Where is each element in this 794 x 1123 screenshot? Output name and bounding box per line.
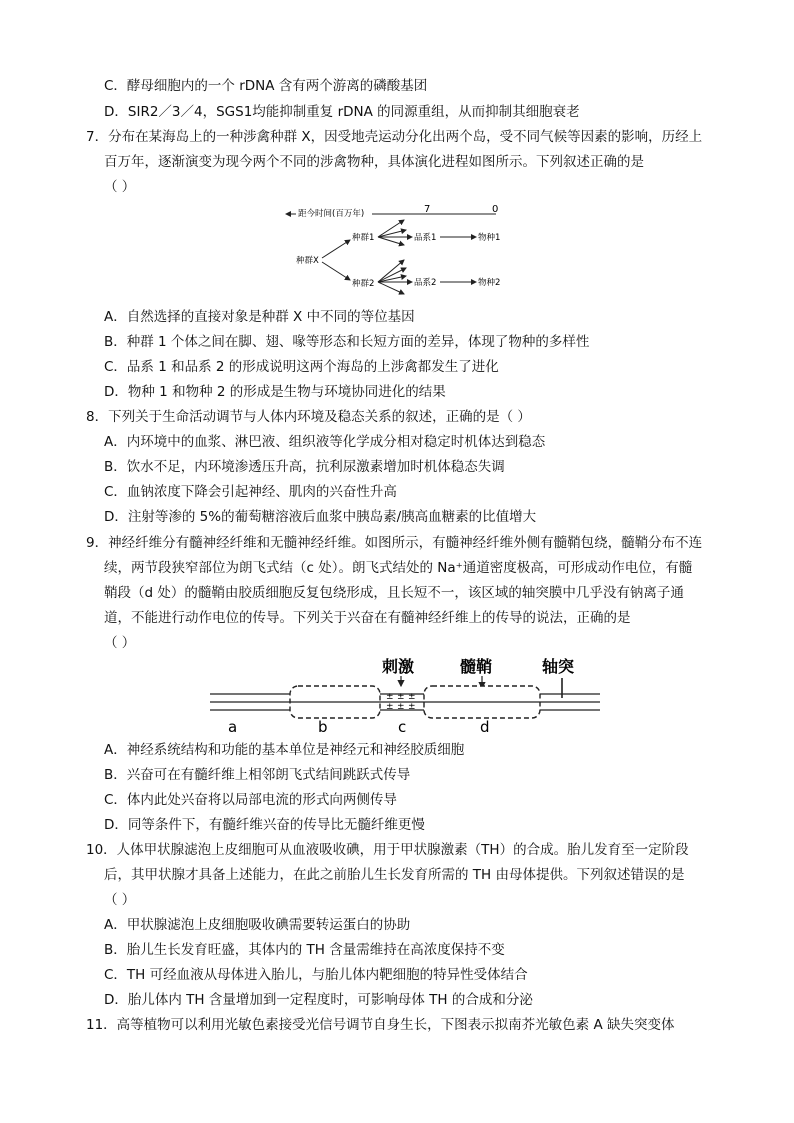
svg-text:±: ± bbox=[386, 702, 394, 712]
tick-0: 0 bbox=[492, 204, 499, 215]
q8-option-c: C．血钠浓度下降会引起神经、肌肉的兴奋性升高 bbox=[104, 484, 397, 500]
svg-text:±: ± bbox=[408, 702, 416, 712]
question-9-stem-3: 鞘段（d 处）的髓鞘由胶质细胞反复包绕形成，且长短不一，该区域的轴突膜中几乎没有钠离子通 bbox=[104, 585, 684, 601]
region-b-label: b bbox=[318, 718, 328, 736]
svg-text:±: ± bbox=[397, 702, 405, 712]
q9-option-b: B．兴奋可在有髓纤维上相邻朗飞式结间跳跃式传导 bbox=[104, 767, 411, 783]
species-1-label: 物种1 bbox=[478, 233, 501, 243]
region-d-label: d bbox=[480, 718, 490, 736]
myelin-label: 髓鞘 bbox=[460, 657, 493, 676]
q7-option-a: A．自然选择的直接对象是种群 X 中不同的等位基因 bbox=[104, 309, 415, 325]
question-9-stem-2: 续，两节段狭窄部位为朗飞式结（c 处）。朗飞式结处的 Na⁺通道密度极高，可形成动作电位，有髓 bbox=[104, 560, 693, 576]
node-channel-mark: ± bbox=[386, 692, 394, 702]
option-d-prev: D．SIR2／3／4，SGS1均能抑制重复 rDNA 的同源重组，从而抑制其细胞衰老 bbox=[104, 104, 580, 120]
question-9-stem: 9．神经纤维分有髓神经纤维和无髓神经纤维。如图所示，有髓神经纤维外侧有髓鞘包绕，髓鞘分布不连 bbox=[86, 535, 703, 551]
question-7-stem: 7．分布在某海岛上的一种涉禽种群 X，因受地壳运动分化出两个岛，受不同气候等因素的影响，历经上 bbox=[86, 129, 703, 145]
q9-option-c: C．体内此处兴奋将以局部电流的形式向两侧传导 bbox=[104, 792, 397, 808]
q10-option-b: B．胎儿生长发育旺盛，其体内的 TH 含量需维持在高浓度保持不变 bbox=[104, 942, 505, 958]
svg-text:±: ± bbox=[397, 692, 405, 702]
species-2-label: 物种2 bbox=[478, 278, 501, 288]
q9-option-d: D．同等条件下，有髓纤维兴奋的传导比无髓纤维更慢 bbox=[104, 817, 425, 833]
q8-option-a: A．内环境中的血浆、淋巴液、组织液等化学成分相对稳定时机体达到稳态 bbox=[104, 434, 546, 450]
q9-option-a: A．神经系统结构和功能的基本单位是神经元和神经胶质细胞 bbox=[104, 742, 465, 758]
question-7-stem-2: 百万年，逐渐演变为现今两个不同的涉禽物种，具体演化进程如图所示。下列叙述正确的是 bbox=[104, 154, 644, 170]
question-10-answer-bracket: （ ） bbox=[104, 892, 136, 908]
q10-option-a: A．甲状腺滤泡上皮细胞吸收碘需要转运蛋白的协助 bbox=[104, 917, 411, 933]
tick-7: 7 bbox=[424, 204, 431, 215]
q7-option-c: C．品系 1 和品系 2 的形成说明这两个海岛的上涉禽都发生了进化 bbox=[104, 359, 499, 375]
q10-option-d: D．胎儿体内 TH 含量增加到一定程度时，可影响母体 TH 的合成和分泌 bbox=[104, 992, 533, 1008]
strain-1-label: 品系1 bbox=[414, 233, 437, 243]
region-c-label: c bbox=[398, 718, 407, 736]
population-1-label: 种群1 bbox=[352, 233, 375, 243]
q7-option-b: B．种群 1 个体之间在脚、翅、喙等形态和长短方面的差异，体现了物种的多样性 bbox=[104, 334, 590, 350]
strain-2-label: 品系2 bbox=[414, 278, 437, 288]
region-a-label: a bbox=[228, 718, 238, 736]
q8-option-d: D．注射等渗的 5%的葡萄糖溶液后血浆中胰岛素/胰高血糖素的比值增大 bbox=[104, 509, 537, 525]
question-10-stem: 10．人体甲状腺滤泡上皮细胞可从血液吸收碘，用于甲状腺激素（TH）的合成。胎儿发育至一定阶段 bbox=[86, 842, 689, 858]
question-10-stem-2: 后，其甲状腺才具备上述能力，在此之前胎儿生长发育所需的 TH 由母体提供。下列叙述错误的是 bbox=[104, 867, 685, 883]
option-c-prev: C．酵母细胞内的一个 rDNA 含有两个游离的磷酸基团 bbox=[104, 78, 428, 94]
question-9-stem-4: 道，不能进行动作电位的传导。下列关于兴奋在有髓神经纤维上的传导的说法，正确的是 bbox=[104, 610, 631, 626]
species-x-label: 种群X bbox=[296, 256, 319, 266]
time-axis-label: 距今时间(百万年) bbox=[298, 209, 365, 219]
question-8-stem: 8．下列关于生命活动调节与人体内环境及稳态关系的叙述，正确的是（ ） bbox=[86, 409, 531, 425]
axon-label: 轴突 bbox=[542, 657, 575, 676]
population-2-label: 种群2 bbox=[352, 279, 375, 289]
svg-text:±: ± bbox=[408, 692, 416, 702]
question-7-answer-bracket: （ ） bbox=[104, 179, 136, 195]
question-11-stem: 11．高等植物可以利用光敏色素接受光信号调节自身生长，下图表示拟南芥光敏色素 A 缺失突变体 bbox=[86, 1017, 675, 1033]
stimulus-label: 刺激 bbox=[382, 657, 415, 676]
question-9-answer-bracket: （ ） bbox=[104, 635, 136, 651]
evolution-diagram bbox=[280, 200, 520, 300]
nerve-fiber-diagram bbox=[210, 654, 600, 738]
q8-option-b: B．饮水不足，内环境渗透压升高，抗利尿激素增加时机体稳态失调 bbox=[104, 459, 505, 475]
q10-option-c: C．TH 可经血液从母体进入胎儿，与胎儿体内靶细胞的特异性受体结合 bbox=[104, 967, 528, 983]
q7-option-d: D．物种 1 和物种 2 的形成是生物与环境协同进化的结果 bbox=[104, 384, 446, 400]
